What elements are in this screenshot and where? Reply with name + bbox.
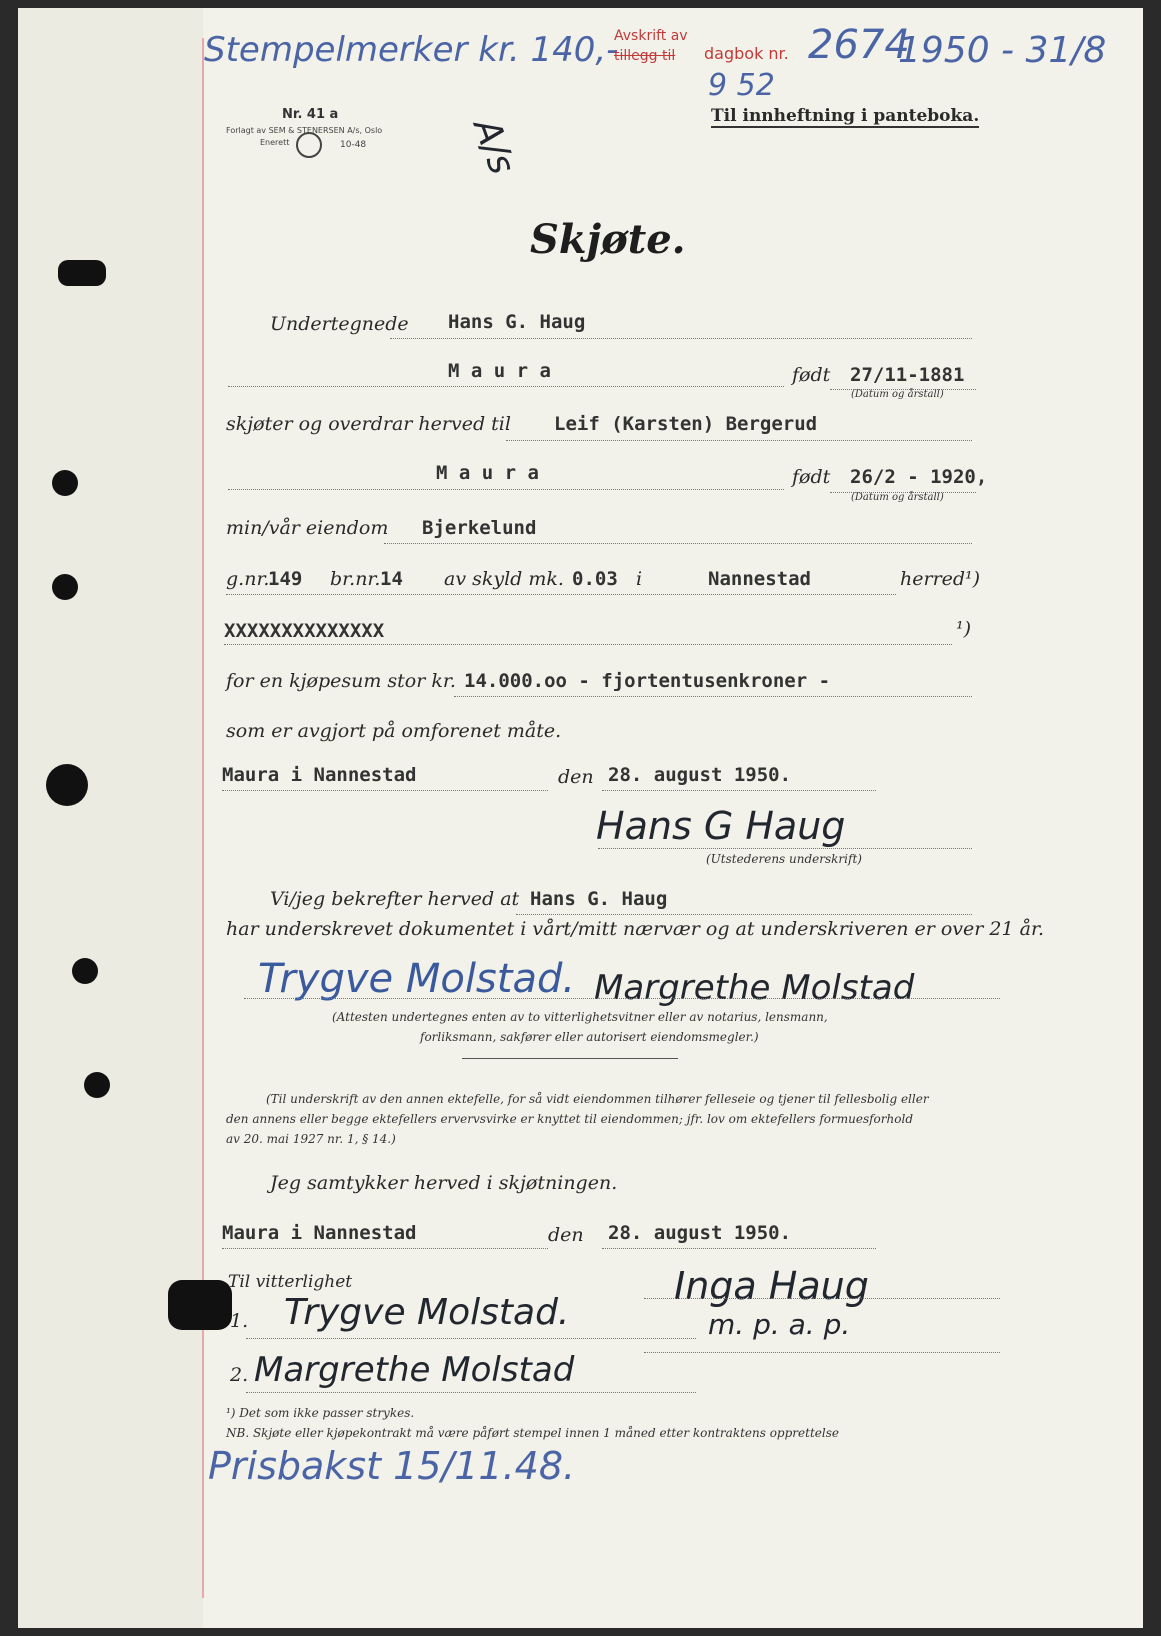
- settled-text: som er avgjort på omforenet måte.: [226, 720, 562, 742]
- bnr-value: 14: [380, 568, 403, 590]
- consent-text: Jeg samtykker herved i skjøtningen.: [270, 1172, 618, 1194]
- property-label: min/vår eiendom: [226, 517, 389, 539]
- consent-witness1-signature: Trygve Molstad.: [284, 1292, 570, 1333]
- struck-suffix: ¹): [956, 618, 972, 640]
- attest-caption-1: (Attesten undertegnes enten av to vitterlighetsvitner eller av notarius, lensmann,: [332, 1010, 828, 1024]
- dagbok-label: dagbok nr.: [704, 44, 789, 63]
- witness2-signature: Margrethe Molstad: [594, 968, 915, 1008]
- attest-caption-2: forliksmann, sakfører eller autorisert eiendomsmegler.): [420, 1030, 759, 1044]
- seller-place: M a u r a: [448, 360, 551, 382]
- prisbakst-note: Prisbakst 15/11.48.: [208, 1444, 576, 1488]
- price-value: 14.000.oo - fjortentusenkroner -: [464, 670, 831, 692]
- avskrift-stamp: Avskrift av: [614, 28, 688, 44]
- price-label: for en kjøpesum stor kr.: [226, 670, 456, 692]
- footnote-1: ¹) Det som ikke passer strykes.: [226, 1406, 415, 1420]
- dotted-line: [224, 644, 952, 645]
- dotted-line: [644, 1298, 1000, 1299]
- attest-name: Hans G. Haug: [530, 888, 668, 910]
- footnote-nb: NB. Skjøte eller kjøpekontrakt må være påført stempel innen 1 måned etter kontraktens opprettelse: [226, 1426, 839, 1440]
- spouse-signature: Inga Haug: [674, 1264, 869, 1308]
- buyer-born-date: 26/2 - 1920,: [850, 466, 988, 488]
- consent-den: den: [548, 1224, 584, 1246]
- dotted-line: [516, 914, 972, 915]
- dotted-line: [598, 848, 972, 849]
- publisher-logo-icon: [296, 132, 322, 158]
- herred-label: herred¹): [900, 568, 981, 590]
- dagbok-year: 1950 - 31/8: [898, 30, 1107, 71]
- attest-prefix: Vi/jeg bekrefter herved at: [270, 888, 520, 910]
- margin-handwritten-mark: A/s: [465, 113, 523, 180]
- buyer-label: skjøter og overdrar herved til: [226, 413, 511, 435]
- dotted-line: [226, 594, 896, 595]
- divider: [462, 1058, 678, 1059]
- consent-witness2-signature: Margrethe Molstad: [254, 1350, 575, 1390]
- dotted-line: [222, 790, 548, 791]
- gnr-label: g.nr.: [226, 568, 270, 590]
- skyld-value: 0.03: [572, 568, 618, 590]
- dotted-line: [228, 489, 784, 490]
- spouse-signature-suffix: m. p. a. p.: [708, 1308, 851, 1341]
- punch-hole: [72, 958, 98, 984]
- binding-clip: [168, 1280, 232, 1330]
- spouse-note-1: (Til underskrift av den annen ektefelle, for så vidt eiendommen tilhører felleseie og tjener til fellesbolig eller: [266, 1092, 929, 1106]
- dotted-line: [246, 1338, 696, 1339]
- publisher-enerett: Enerett: [260, 138, 290, 147]
- witness2-number: 2.: [230, 1364, 249, 1386]
- handwritten-sub: 9 52: [708, 68, 775, 103]
- document-page: [18, 8, 1143, 1628]
- dotted-line: [454, 696, 972, 697]
- dotted-line: [222, 1248, 548, 1249]
- consent-date: 28. august 1950.: [608, 1222, 792, 1244]
- seller-name: Hans G. Haug: [448, 311, 586, 333]
- buyer-place: M a u r a: [436, 462, 539, 484]
- dotted-line: [246, 1392, 696, 1393]
- seller-label: Undertegnede: [270, 313, 409, 335]
- margin-rule: [202, 38, 204, 1598]
- skyld-label: av skyld mk.: [444, 568, 564, 590]
- signing-place: Maura i Nannestad: [222, 764, 417, 786]
- punch-hole: [52, 470, 78, 496]
- punch-hole: [52, 574, 78, 600]
- buyer-born-label: født: [792, 466, 831, 488]
- tillegg-stamp: tillegg til: [614, 48, 676, 64]
- witness1-number: 1.: [230, 1310, 249, 1332]
- dotted-line: [244, 998, 1000, 999]
- dotted-line: [384, 543, 972, 544]
- seller-born-label: født: [792, 364, 831, 386]
- seller-signature: Hans G Haug: [596, 804, 846, 848]
- property-name: Bjerkelund: [422, 517, 537, 539]
- attest-statement: har underskrevet dokumentet i vårt/mitt nærvær og at underskriveren er over 21 år.: [226, 918, 1044, 940]
- publisher-code: 10-48: [340, 140, 367, 150]
- dagbok-number: 2674: [808, 22, 910, 68]
- spouse-note-2: den annens eller begge ektefellers ervervsvirke er knyttet til eiendommen; jfr. lov om ektefellers formuesforhold: [226, 1112, 913, 1126]
- signature-caption: (Utstederens underskrift): [706, 852, 862, 866]
- dotted-line: [602, 1248, 876, 1249]
- gnr-value: 149: [268, 568, 303, 590]
- signing-date: 28. august 1950.: [608, 764, 792, 786]
- dotted-line: [228, 386, 784, 387]
- vitterlighet-label: Til vitterlighet: [228, 1272, 353, 1292]
- punch-hole: [46, 764, 88, 806]
- struck-label: XXXXXXXXXXXXXX: [224, 620, 385, 642]
- herred-value: Nannestad: [708, 568, 811, 590]
- consent-place: Maura i Nannestad: [222, 1222, 417, 1244]
- seller-born-date: 27/11-1881: [850, 364, 965, 386]
- form-number: Nr. 41 a: [282, 107, 339, 122]
- dotted-line: [390, 338, 972, 339]
- dotted-line: [506, 440, 972, 441]
- binding-clip: [58, 260, 106, 286]
- document-title: Skjøte.: [530, 216, 686, 263]
- stamp-note-handwritten: Stempelmerker kr. 140,-: [204, 30, 619, 70]
- date-hint: (Datum og årstall): [851, 389, 944, 400]
- buyer-name: Leif (Karsten) Bergerud: [554, 413, 818, 435]
- punch-hole: [84, 1072, 110, 1098]
- publisher-line: Forlagt av SEM & STENERSEN A/s, Oslo: [226, 126, 383, 135]
- bnr-label: br.nr.: [330, 568, 381, 590]
- skyld-suffix: i: [636, 568, 643, 590]
- date-hint: (Datum og årstall): [851, 492, 944, 503]
- dotted-line: [602, 790, 876, 791]
- innheftning-label: Til innheftning i panteboka.: [711, 106, 980, 126]
- dotted-line: [644, 1352, 1000, 1353]
- den-label: den: [558, 766, 594, 788]
- spouse-note-3: av 20. mai 1927 nr. 1, § 14.): [226, 1132, 396, 1146]
- left-margin-area: [18, 8, 203, 1628]
- witness1-signature: Trygve Molstad.: [258, 956, 576, 1002]
